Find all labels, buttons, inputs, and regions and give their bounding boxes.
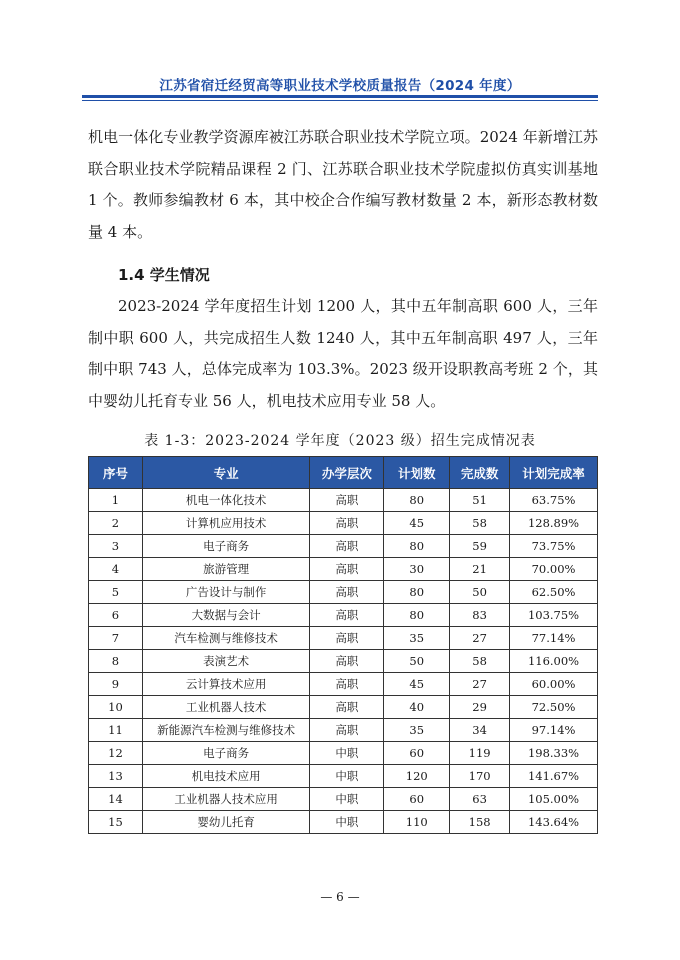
cell-major: 表演艺术	[142, 650, 310, 673]
cell-planned: 40	[384, 696, 450, 719]
table-row	[89, 489, 598, 512]
cell-index: 6	[89, 604, 143, 627]
cell-major: 电子商务	[142, 742, 310, 765]
cell-index: 1	[89, 489, 143, 512]
report-header-title: 江苏省宿迁经贸高等职业技术学校质量报告（2024 年度）	[159, 78, 521, 94]
table-row	[89, 558, 598, 581]
cell-level: 高职	[310, 673, 384, 696]
cell-major: 计算机应用技术	[142, 512, 310, 535]
cell-index: 2	[89, 512, 143, 535]
cell-index: 8	[89, 650, 143, 673]
header-divider-thick	[82, 95, 598, 98]
cell-rate: 77.14%	[510, 627, 598, 650]
table-row	[89, 650, 598, 673]
cell-completed: 27	[450, 627, 510, 650]
cell-planned: 35	[384, 719, 450, 742]
table-header-row	[89, 457, 598, 489]
header-planned: 计划数	[384, 457, 450, 489]
table-row	[89, 765, 598, 788]
cell-level: 高职	[310, 604, 384, 627]
cell-planned: 35	[384, 627, 450, 650]
cell-completed: 83	[450, 604, 510, 627]
cell-planned: 50	[384, 650, 450, 673]
cell-level: 高职	[310, 489, 384, 512]
cell-completed: 158	[450, 811, 510, 834]
cell-level: 高职	[310, 558, 384, 581]
cell-completed: 119	[450, 742, 510, 765]
cell-level: 高职	[310, 696, 384, 719]
cell-planned: 80	[384, 604, 450, 627]
cell-rate: 143.64%	[510, 811, 598, 834]
body-paragraph-enrollment	[88, 291, 598, 417]
cell-rate: 97.14%	[510, 719, 598, 742]
enrollment-table	[88, 456, 598, 834]
cell-level: 高职	[310, 581, 384, 604]
table-row	[89, 512, 598, 535]
enrollment-text: 2023-2024 学年度招生计划 1200 人，其中五年制高职 600 人，三年制中职 600 人，共完成招生人数 1240 人，其中五年制高职 497 人，三年制中职 743 人，总体完成率为 103.3%。2023 级开设职教高考班 2 个，其中婴幼儿托育专业 56 人，机电技术应用专业 58 人。	[88, 297, 598, 410]
cell-index: 10	[89, 696, 143, 719]
cell-planned: 30	[384, 558, 450, 581]
cell-major: 婴幼儿托育	[142, 811, 310, 834]
table-caption: 表 1-3：2023-2024 学年度（2023 级）招生完成情况表	[144, 433, 536, 449]
cell-level: 高职	[310, 650, 384, 673]
cell-completed: 50	[450, 581, 510, 604]
cell-level: 中职	[310, 811, 384, 834]
cell-major: 工业机器人技术	[142, 696, 310, 719]
cell-index: 15	[89, 811, 143, 834]
table-row	[89, 604, 598, 627]
header-divider-thin	[82, 100, 598, 101]
header-completed: 完成数	[450, 457, 510, 489]
header-rate: 计划完成率	[510, 457, 598, 489]
cell-major: 工业机器人技术应用	[142, 788, 310, 811]
cell-index: 4	[89, 558, 143, 581]
cell-level: 高职	[310, 627, 384, 650]
cell-completed: 59	[450, 535, 510, 558]
table-row	[89, 719, 598, 742]
table-row	[89, 673, 598, 696]
table-body	[89, 489, 598, 834]
cell-completed: 27	[450, 673, 510, 696]
cell-completed: 29	[450, 696, 510, 719]
cell-rate: 103.75%	[510, 604, 598, 627]
cell-rate: 63.75%	[510, 489, 598, 512]
cell-level: 高职	[310, 512, 384, 535]
cell-index: 9	[89, 673, 143, 696]
table-row	[89, 627, 598, 650]
cell-rate: 128.89%	[510, 512, 598, 535]
cell-completed: 51	[450, 489, 510, 512]
cell-completed: 58	[450, 512, 510, 535]
cell-rate: 105.00%	[510, 788, 598, 811]
cell-level: 高职	[310, 719, 384, 742]
cell-major: 云计算技术应用	[142, 673, 310, 696]
table-row	[89, 811, 598, 834]
cell-level: 中职	[310, 788, 384, 811]
cell-rate: 70.00%	[510, 558, 598, 581]
header-index: 序号	[89, 457, 143, 489]
cell-index: 14	[89, 788, 143, 811]
cell-index: 13	[89, 765, 143, 788]
cell-planned: 80	[384, 489, 450, 512]
cell-rate: 141.67%	[510, 765, 598, 788]
cell-rate: 198.33%	[510, 742, 598, 765]
cell-major: 新能源汽车检测与维修技术	[142, 719, 310, 742]
cell-completed: 21	[450, 558, 510, 581]
cell-completed: 58	[450, 650, 510, 673]
body-paragraph-resources: 机电一体化专业教学资源库被江苏联合职业技术学院立项。2024 年新增江苏联合职业技术学院精品课程 2 门、江苏联合职业技术学院虚拟仿真实训基地 1 个。教师参编教材 6 本，其中校企合作编写教材数量 2 本，新形态教材数量 4 本。	[88, 128, 598, 241]
header-major: 专业	[142, 457, 310, 489]
cell-planned: 80	[384, 581, 450, 604]
cell-index: 7	[89, 627, 143, 650]
table-row	[89, 581, 598, 604]
cell-major: 机电一体化技术	[142, 489, 310, 512]
cell-planned: 45	[384, 512, 450, 535]
page-number: — 6 —	[320, 890, 360, 904]
cell-rate: 116.00%	[510, 650, 598, 673]
table-row	[89, 696, 598, 719]
cell-major: 广告设计与制作	[142, 581, 310, 604]
table-row	[89, 788, 598, 811]
cell-major: 机电技术应用	[142, 765, 310, 788]
cell-major: 汽车检测与维修技术	[142, 627, 310, 650]
cell-planned: 110	[384, 811, 450, 834]
cell-completed: 63	[450, 788, 510, 811]
cell-index: 5	[89, 581, 143, 604]
cell-planned: 45	[384, 673, 450, 696]
cell-planned: 60	[384, 742, 450, 765]
cell-index: 11	[89, 719, 143, 742]
cell-rate: 73.75%	[510, 535, 598, 558]
cell-major: 旅游管理	[142, 558, 310, 581]
cell-level: 中职	[310, 765, 384, 788]
cell-planned: 60	[384, 788, 450, 811]
cell-major: 电子商务	[142, 535, 310, 558]
cell-rate: 62.50%	[510, 581, 598, 604]
cell-level: 中职	[310, 742, 384, 765]
header-level: 办学层次	[310, 457, 384, 489]
section-heading: 1.4 学生情况	[118, 266, 210, 284]
cell-rate: 60.00%	[510, 673, 598, 696]
cell-planned: 80	[384, 535, 450, 558]
cell-completed: 170	[450, 765, 510, 788]
cell-planned: 120	[384, 765, 450, 788]
table-row	[89, 742, 598, 765]
cell-rate: 72.50%	[510, 696, 598, 719]
cell-index: 3	[89, 535, 143, 558]
cell-completed: 34	[450, 719, 510, 742]
cell-major: 大数据与会计	[142, 604, 310, 627]
table-row	[89, 535, 598, 558]
cell-level: 高职	[310, 535, 384, 558]
cell-index: 12	[89, 742, 143, 765]
